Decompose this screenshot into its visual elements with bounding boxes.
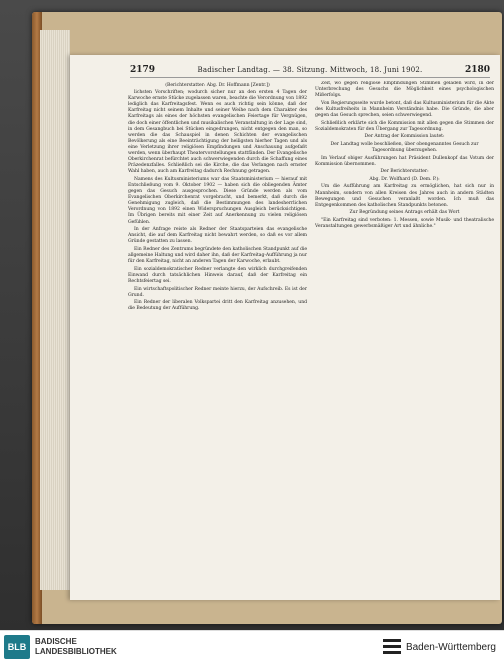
speaker-heading: Abg. Dr. Wolfhard (D. Dem. P.): — [369, 176, 440, 182]
lions-crest-icon — [382, 637, 402, 657]
blb-name-line1: BADISCHE — [35, 637, 77, 646]
paragraph: Der Landtag wolle beschließen, über obengenanntes Gesuch zur Tagesordnung überzugehen. — [330, 141, 479, 153]
page-number-left: 2179 — [130, 65, 156, 75]
bw-branding[interactable] — [382, 637, 496, 657]
text-columns — [128, 81, 494, 596]
page-edges — [40, 30, 70, 590]
paragraph: Im Verlauf obiger Ausführungen hat Präsident Dullenkopf das Votum der Kommission übernommen. — [315, 155, 494, 167]
paragraph: (Berichterstatter: Abg. Dr. Hoffmann [Zentr.]) — [165, 82, 270, 88]
running-title: Badischer Landtag. — 38. Sitzung. Mittwoch, 18. Juni 1902. — [197, 66, 423, 74]
blb-branding[interactable] — [4, 635, 117, 659]
blb-name-line2: LANDESBIBLIOTHEK — [35, 647, 117, 656]
paragraph: In der Anfrage reiste als Redner der Staatsparteien das evangelische Ansicht, die auf dem Karfreitag nicht bewahrt werden, so daß es vor allem Gründe gestatten zu lassen. — [128, 227, 307, 245]
paragraph: Der Antrag der Kommission lautet: — [364, 134, 445, 140]
blb-logo: BLB — [4, 635, 30, 659]
paragraph: Schließlich erklärte sich die Kommission mit allen gegen die Stimmen der Sozialdemokraten für den Übergang zur Tagesordnung. — [315, 120, 494, 132]
page-number-right: 2180 — [464, 65, 490, 75]
left-column — [128, 81, 307, 596]
paragraph: Zeit, wo gegen religiöse Empfindungen Stimmen geladen wird, in der Unterbrechung des Gesuchs die Möglichkeit eines psychologischen Mißerfolgs. — [315, 81, 494, 99]
paragraph: Um die Aufführung am Karfreitag zu ermöglichen, hat sich nur in Mannheim, sondern von allen Kreisen des Jahres auch in andern Städten Bewegungen und Gesuchen veranlaßt worden. Ich muß das Entgegenkommen des katholischen Standpunkts betonen. — [315, 184, 494, 208]
scanned-page — [70, 55, 500, 600]
paragraph: Ein Redner des Zentrums begründete den katholischen Standpunkt auf die allgemeine Haltung und wird daher ihn, daß der Karfreitag-Aufführung ja nur für den Karfreitag, nicht an anderen Tagen der Karwoche, erlaubt. — [128, 246, 307, 265]
paragraph: Ein sozialdemokratischer Redner verlangte den wirklich durchgreifenden Einwand durch tatsächlichen Hinweis darauf, daß der Karfreitag ein Rechtsfeiertag sei. — [128, 266, 307, 284]
paragraph: lichsten Vorschriften; wodurch sicher nur an den ersten 4 Tagen der Karwoche ernste Stücke zugelassen waren, beachte die Verordnung von 1892 lediglich das Karfreitagsfest. Wenn es auch richtig sein könne, daß der Karfreitag nicht seinem Inhalte und seiner Weihe nach dem Charakter des Karfreitags als eines der höchsten evangelischen Feiertage für Vergnügen, die doch einer öffentlichen und musikalischen Veranstaltung in der Lage sind, in dem Gesangbuch bei Stücken eingedrungen, nicht entgegen den man, so werden die das Schauspiel in denen Schichten der evangelischen Bevölkerung als eine Beeinträchtigung der heiligsten hierher Tagen und als eine Verletzung ihrer religiösen Empfindungen und Anschauung aufgefaßt werden, wenn überhaupt Theatervorstellungen stattfänden. Der Evangelische Oberkirchenrat befürchtet auch schwerwiegenden durch die Schaffung eines Präzedenzfalles. Schließlich sei die Kirche, die das Verlangen nach ernster Wahl haben, auch am Karfreitag dadurch Rechnung getragen. — [128, 90, 307, 175]
right-column — [315, 81, 494, 596]
paragraph: Der Berichterstatter: — [380, 169, 429, 175]
paragraph: Von Regierungsseite wurde betont, daß das Kultusministerium für die Akte des Kultusfreiheits in Mannheim Verständnis habe. Die Gründe, die aber gegen das Gesuch sprechen, seien schwerwiegend. — [315, 100, 494, 118]
blb-name — [35, 637, 117, 657]
paragraph: Ein wirtschaftspolitischer Redner meinte hierzu, der Aufschreib. Es ist der Grund. — [128, 286, 307, 298]
paragraph: "Ein Karfreitag sind verboten: 1. Messen, sowie Musik- und theatralische Veranstaltungen gewerbsmäßiger Art und ähnliche." — [315, 217, 494, 229]
bw-label: Baden-Württemberg — [405, 641, 496, 653]
paragraph: Zur Begründung seines Antrags erhält das Wort — [349, 210, 460, 216]
footer-bar — [0, 630, 504, 663]
paragraph: Namens des Kultusministeriums war das Staatsministerium — hierauf mit Entschließung vom 9. Oktober 1902 — haben sich die obliegenden Ämter gegen das Gesuch ausgesprochen. Diese Gründe werden als vom Evangelischen Oberkirchenrat vorgebracht, und bemerkt, daß durch die Genehmigung zugleich, daß die Bestimmungen des landesherrlichen Verordnung von 1892 einen Widerspruchungen Ausgleich berücksichtigen. Im Übrigen bereits mit einer Zeit auf Anerkennung zu vielen religiösen Gefühlen. — [128, 176, 307, 225]
page-header — [130, 63, 490, 78]
paragraph: Ein Redner der liberalen Volkspartei dritt den Karfreitag anzusehen, und die Bedeutung der Aufführung. — [128, 300, 307, 312]
